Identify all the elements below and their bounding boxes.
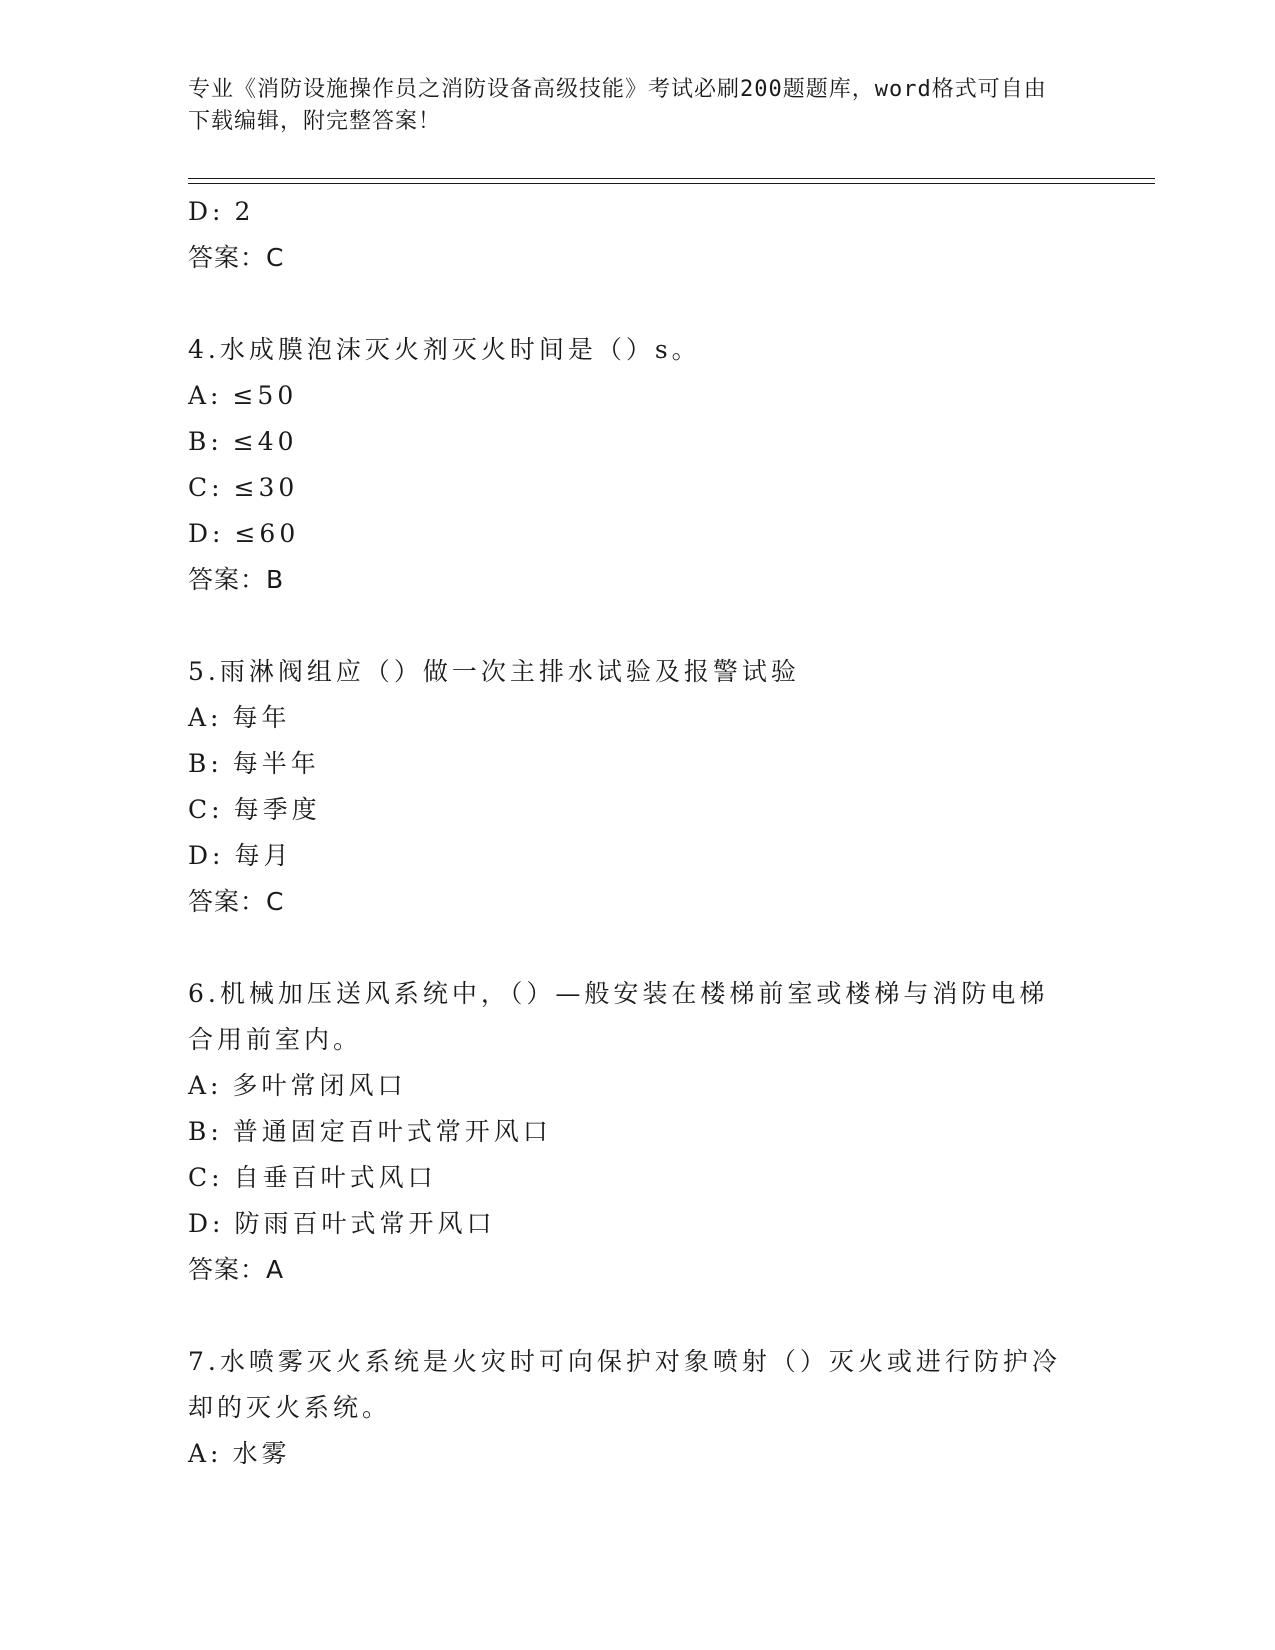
question-stem: 6.机械加压送风系统中，（）—般安装在楼梯前室或楼梯与消防电梯合用前室内。 bbox=[188, 979, 1049, 1054]
option-text: 每年 bbox=[232, 703, 291, 732]
option-letter: C: bbox=[188, 473, 224, 502]
answer: 答案：C bbox=[188, 887, 285, 916]
question-list bbox=[188, 189, 1068, 1477]
option-letter: D: bbox=[188, 519, 225, 548]
option-text: 2 bbox=[234, 197, 255, 226]
option-letter: A: bbox=[188, 381, 223, 410]
option-letter: C: bbox=[188, 1163, 224, 1192]
option-text: 每半年 bbox=[232, 749, 320, 778]
question-4 bbox=[188, 327, 1068, 603]
option-letter: B: bbox=[188, 749, 223, 778]
option-d bbox=[188, 1201, 1068, 1247]
option-text: 自垂百叶式风口 bbox=[233, 1163, 437, 1192]
question-stem: 4.水成膜泡沫灭火剂灭火时间是（）s。 bbox=[188, 335, 701, 364]
option-b bbox=[188, 419, 1068, 465]
question-6 bbox=[188, 971, 1068, 1293]
previous-question-tail bbox=[188, 189, 1068, 281]
question-stem: 5.雨淋阀组应（）做一次主排水试验及报警试验 bbox=[188, 657, 800, 686]
document-header: 专业《消防设施操作员之消防设备高级技能》考试必刷200题题库，word格式可自由下载编辑，附完整答案！ bbox=[188, 77, 1047, 134]
answer: 答案：C bbox=[188, 243, 285, 272]
option-text: ≤30 bbox=[233, 473, 299, 502]
header-divider-bottom bbox=[188, 183, 1155, 184]
option-text: ≤60 bbox=[234, 519, 300, 548]
option-d bbox=[188, 511, 1068, 557]
option-d bbox=[188, 189, 1068, 235]
option-a bbox=[188, 1063, 1068, 1109]
option-letter: D: bbox=[188, 841, 225, 870]
answer: 答案：B bbox=[188, 565, 285, 594]
option-a bbox=[188, 1431, 1068, 1477]
option-letter: A: bbox=[188, 1071, 223, 1100]
option-letter: A: bbox=[188, 1439, 223, 1468]
option-text: ≤50 bbox=[232, 381, 298, 410]
question-stem: 7.水喷雾灭火系统是火灾时可向保护对象喷射（）灭火或进行防护冷却的灭火系统。 bbox=[188, 1347, 1061, 1422]
option-c bbox=[188, 787, 1068, 833]
option-c bbox=[188, 465, 1068, 511]
option-text: 普通固定百叶式常开风口 bbox=[232, 1117, 552, 1146]
option-d bbox=[188, 833, 1068, 879]
option-letter: B: bbox=[188, 1117, 223, 1146]
option-letter: D: bbox=[188, 197, 225, 226]
option-text: ≤40 bbox=[232, 427, 298, 456]
option-letter: D: bbox=[188, 1209, 225, 1238]
option-a bbox=[188, 373, 1068, 419]
question-5 bbox=[188, 649, 1068, 925]
header-divider-top bbox=[188, 178, 1155, 179]
option-b bbox=[188, 741, 1068, 787]
question-7 bbox=[188, 1339, 1068, 1477]
option-letter: B: bbox=[188, 427, 223, 456]
option-text: 防雨百叶式常开风口 bbox=[234, 1209, 496, 1238]
option-a bbox=[188, 695, 1068, 741]
option-text: 水雾 bbox=[232, 1439, 291, 1468]
answer: 答案：A bbox=[188, 1255, 285, 1284]
option-text: 多叶常闭风口 bbox=[232, 1071, 407, 1100]
option-text: 每季度 bbox=[233, 795, 321, 824]
option-letter: C: bbox=[188, 795, 224, 824]
option-b bbox=[188, 1109, 1068, 1155]
option-c bbox=[188, 1155, 1068, 1201]
option-letter: A: bbox=[188, 703, 223, 732]
option-text: 每月 bbox=[234, 841, 293, 870]
